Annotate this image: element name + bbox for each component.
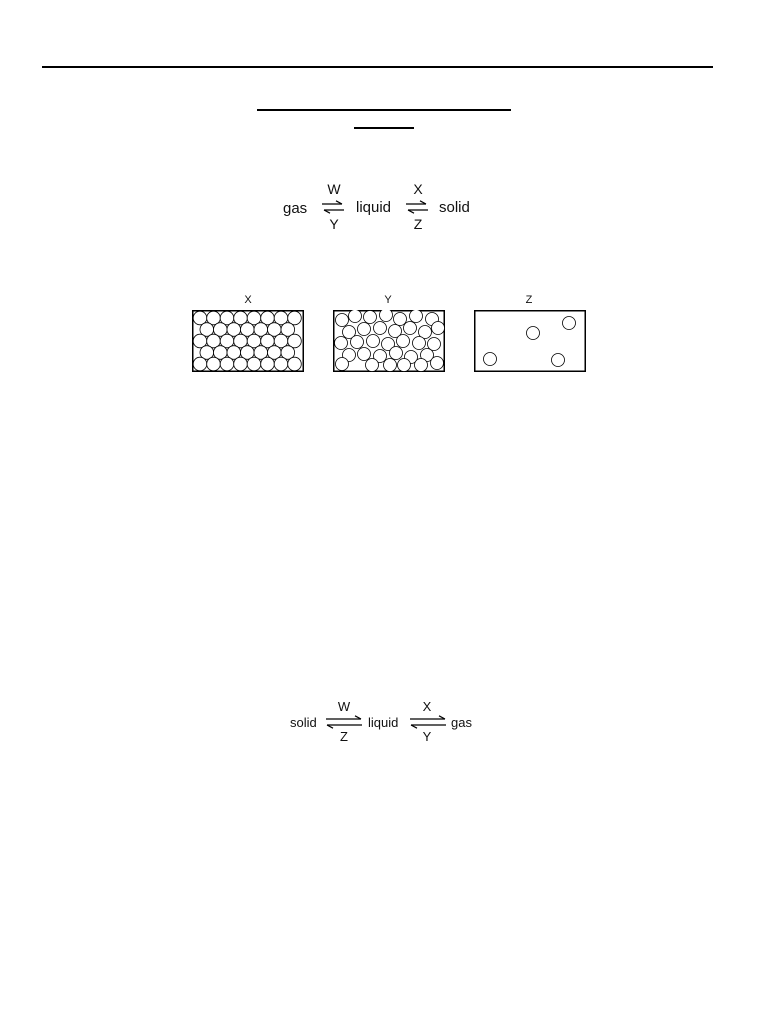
diagram-label-z: Z: [525, 294, 533, 306]
liquid-particle: [364, 311, 377, 324]
eq-top-right-term: solid: [439, 199, 470, 216]
eq-top-arrow2-bottom-label: Z: [413, 216, 423, 232]
eq-bottom-arrow2-bottom-label: Y: [422, 729, 432, 744]
eq-top-left-term: gas: [283, 200, 308, 217]
liquid-particle: [404, 322, 417, 335]
subtitle-blank-line: [354, 127, 414, 129]
eq-bottom-arrow2-top-label: X: [422, 699, 432, 714]
solid-particle: [193, 357, 207, 371]
solid-particle: [220, 357, 234, 371]
diagram-liquid-particles: [333, 310, 445, 372]
solid-particle: [274, 357, 288, 371]
solid-particle: [234, 357, 248, 371]
liquid-particle: [410, 310, 423, 323]
liquid-particle: [336, 358, 349, 371]
eq-top-arrow1-top-label: W: [327, 181, 341, 197]
title-blank-line: [257, 109, 511, 111]
liquid-particle: [415, 359, 428, 372]
eq-top-middle-term: liquid: [356, 199, 392, 216]
liquid-particle: [358, 348, 371, 361]
diagram-solid-particles: [192, 310, 304, 372]
liquid-particle: [390, 347, 403, 360]
liquid-particle: [351, 336, 364, 349]
equilibrium-arrow-icon: [408, 715, 448, 729]
liquid-particle: [335, 337, 348, 350]
eq-bottom-arrow1-bottom-label: Z: [340, 729, 348, 744]
liquid-particle: [336, 314, 349, 327]
equilibrium-arrow-icon: [324, 715, 364, 729]
eq-bottom-right-term: gas: [451, 715, 472, 730]
liquid-particle: [366, 359, 379, 372]
liquid-particle: [380, 310, 393, 322]
diagram-gas-particles: [474, 310, 586, 372]
header-rule: [42, 66, 713, 68]
eq-bottom-arrow1-top-label: W: [337, 699, 351, 714]
diagram-label-x: X: [244, 294, 252, 306]
liquid-particle: [367, 335, 380, 348]
equilibrium-arrow-icon: [320, 200, 346, 214]
liquid-particle: [398, 359, 411, 372]
gas-particle: [552, 354, 565, 367]
solid-particle: [247, 357, 261, 371]
gas-particle: [484, 353, 497, 366]
liquid-particle: [358, 323, 371, 336]
eq-bottom-left-term: solid: [290, 715, 317, 730]
gas-particle: [563, 317, 576, 330]
liquid-particle: [394, 313, 407, 326]
equilibrium-arrow-icon: [404, 200, 430, 214]
diagram-label-y: Y: [384, 294, 392, 306]
liquid-particle: [413, 337, 426, 350]
eq-top-arrow1-bottom-label: Y: [329, 216, 339, 232]
liquid-particle: [349, 310, 362, 323]
eq-top-arrow2-top-label: X: [413, 181, 423, 197]
liquid-particle: [374, 322, 387, 335]
solid-particle: [261, 357, 275, 371]
liquid-particle: [384, 359, 397, 372]
eq-bottom-middle-term: liquid: [368, 715, 399, 730]
gas-particle: [527, 327, 540, 340]
solid-particle: [207, 357, 221, 371]
solid-particle: [288, 357, 302, 371]
liquid-particle: [432, 322, 445, 335]
liquid-particle: [431, 357, 444, 370]
liquid-particle: [397, 335, 410, 348]
